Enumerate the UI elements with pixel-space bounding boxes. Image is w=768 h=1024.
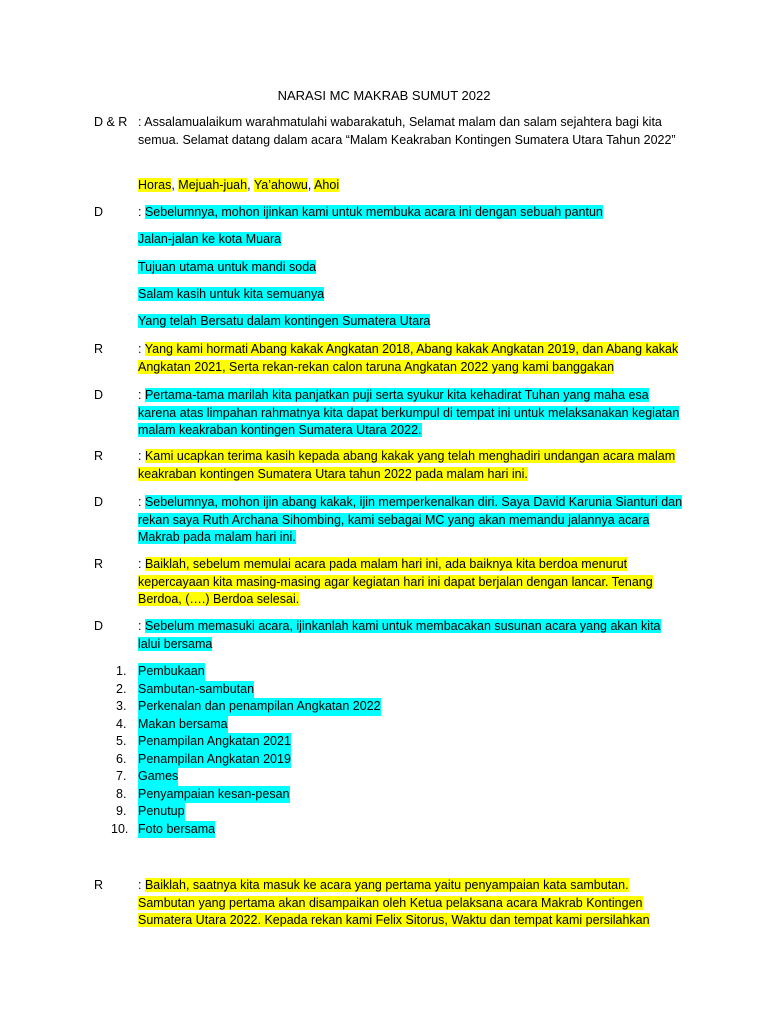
greeting-line: Horas, Mejuah-juah, Ya’ahowu, Ahoi [138, 178, 340, 192]
speaker-label: R [94, 557, 104, 571]
pantun-line: Yang telah Bersatu dalam kontingen Sumatera Utara [138, 314, 431, 328]
dialogue-text: Sebelumnya, mohon ijin abang kakak, ijin memperkenalkan diri. Saya David Karunia Sianturi dan rekan saya Ruth Archana Sihombing, kami sebagai MC yang akan memandu jalannya acara Makrab pada malam hari ini. [138, 495, 683, 544]
speaker-label: D [94, 205, 104, 219]
speaker-label: D & R [94, 115, 128, 129]
speaker-label: R [94, 342, 104, 356]
speaker-label: D [94, 495, 104, 509]
dialogue-text: Baiklah, sebelum memulai acara pada malam hari ini, ada baiknya kita berdoa menurut kepercayaan kita masing-masing agar kegiatan hari ini dapat berjalan dengan lancar. Tenang Berdoa, (….) Berdoa selesai. [138, 557, 653, 606]
speaker-label: D [94, 619, 104, 633]
pantun-line: Tujuan utama untuk mandi soda [138, 260, 317, 274]
greeting-word: Ahoi [314, 178, 340, 192]
dialogue-text: Sebelum memasuki acara, ijinkanlah kami untuk membacakan susunan acara yang akan kita lalui bersama [138, 619, 661, 651]
speaker-label: R [94, 449, 104, 463]
greeting-word: Mejuah-juah [178, 178, 248, 192]
dialogue-text: Pertama-tama marilah kita panjatkan puji serta syukur kita kehadirat Tuhan yang maha esa karena atas limpahan rahmatnya kita dapat berkumpul di tempat ini untuk melaksanakan kegiatan malam keakraban kontingen Sumatera Utara 2022. [138, 388, 680, 437]
dialogue-text: : Assalamualaikum warahmatulahi wabarakatuh, Selamat malam dan salam sejahtera bagi kita semua. Selamat datang dalam acara “Malam Keakraban Kontingen Sumatera Utara Tahun 2022” [138, 115, 676, 147]
dialogue-text: Sebelumnya, mohon ijinkan kami untuk membuka acara ini dengan sebuah pantun [144, 205, 603, 219]
greeting-word: Horas [138, 178, 172, 192]
speaker-label: R [94, 878, 104, 892]
document-page: NARASI MC MAKRAB SUMUT 2022 D & R : Assalamualaikum warahmatulahi wabarakatuh, Selamat malam dan salam sejahtera bagi kita semua. Selamat datang dalam acara “Malam Keakraban Kontingen Sumatera Utara Tahun 2022” Horas, Mejuah-juah, Ya’ahowu, Ahoi D : Sebelumnya, mohon ijinkan kami untuk membuka acara ini dengan sebuah pantun Jalan-jalan ke kota Muara Tujuan utama untuk mandi soda Salam kasih untuk kita semuanya Yang telah Bersatu dalam kontingen Sumatera Utara R : Yang kami hormati Abang kakak Angkatan 2018, Abang kakak Angkatan 2019, dan Abang kakak Angkatan 2021, Serta rekan-rekan calon taruna Angkatan 2022 yang kami banggakan D : Pertama-tama marilah kita panjatkan puji serta syukur kita kehadirat Tuhan yang maha esa karena atas limpahan rahmatnya kita dapat berkumpul di tempat ini untuk melaksanakan kegiatan malam keakraban kontingen Sumatera Utara 2022. R : Kami ucapkan terima kasih kepada abang kakak yang telah menghadiri undangan acara malam keakraban kontingen Sumatera Utara tahun 2022 pada malam hari ini. D : Sebelumnya, mohon ijin abang kakak, ijin memperkenalkan diri. Saya David Karunia Sianturi dan rekan saya Ruth Archana Sihombing, kami sebagai MC yang akan memandu jalannya acara Makrab pada malam hari ini. R : Baiklah, sebelum memulai acara pada malam hari ini, ada baiknya kita berdoa menurut kepercayaan kita masing-masing agar kegiatan hari ini dapat berjalan dengan lancar. Tenang Berdoa, (….) Berdoa selesai. D : Sebelum memasuki acara, ijinkanlah kami untuk membacakan susunan acara yang akan kita lalui bersama 1. Pembukaan 2. Sambutan-sambutan 3. Perkenalan dan penampilan Angkatan 2022 4. Makan bersama 5. Penampilan Angkatan 2021 6. Penampilan Angkatan 2019 7. Games 8. Penyampaian kesan-pesan 9. Penutup 10. Foto bersama R : Baiklah, saatnya kita masuk ke acara yang pertama yaitu penyampaian kata sambutan. Sambutan yang pertama akan disampaikan oleh Ketua pelaksana acara Makrab Kontingen Sumatera Utara 2022. Kepada rekan kami Felix Sitorus, Waktu dan tempat kami persilahkan [0, 0, 768, 1024]
page-title: NARASI MC MAKRAB SUMUT 2022 [277, 88, 491, 103]
greeting-word: Ya’ahowu [253, 178, 308, 192]
dialogue-text: Kami ucapkan terima kasih kepada abang kakak yang telah menghadiri undangan acara malam keakraban kontingen Sumatera Utara tahun 2022 pada malam hari ini. [138, 449, 676, 481]
dialogue-text: Baiklah, saatnya kita masuk ke acara yang pertama yaitu penyampaian kata sambutan. Sambutan yang pertama akan disampaikan oleh Ketua pelaksana acara Makrab Kontingen Sumatera Utara 2022. Kepada rekan kami Felix Sitorus, Waktu dan tempat kami persilahkan [138, 878, 650, 927]
pantun-line: Jalan-jalan ke kota Muara [138, 232, 282, 246]
pantun-line: Salam kasih untuk kita semuanya [138, 287, 325, 301]
speaker-label: D [94, 388, 104, 402]
dialogue-text: Yang kami hormati Abang kakak Angkatan 2018, Abang kakak Angkatan 2019, dan Abang kakak Angkatan 2021, Serta rekan-rekan calon taruna Angkatan 2022 yang kami banggakan [138, 342, 679, 374]
